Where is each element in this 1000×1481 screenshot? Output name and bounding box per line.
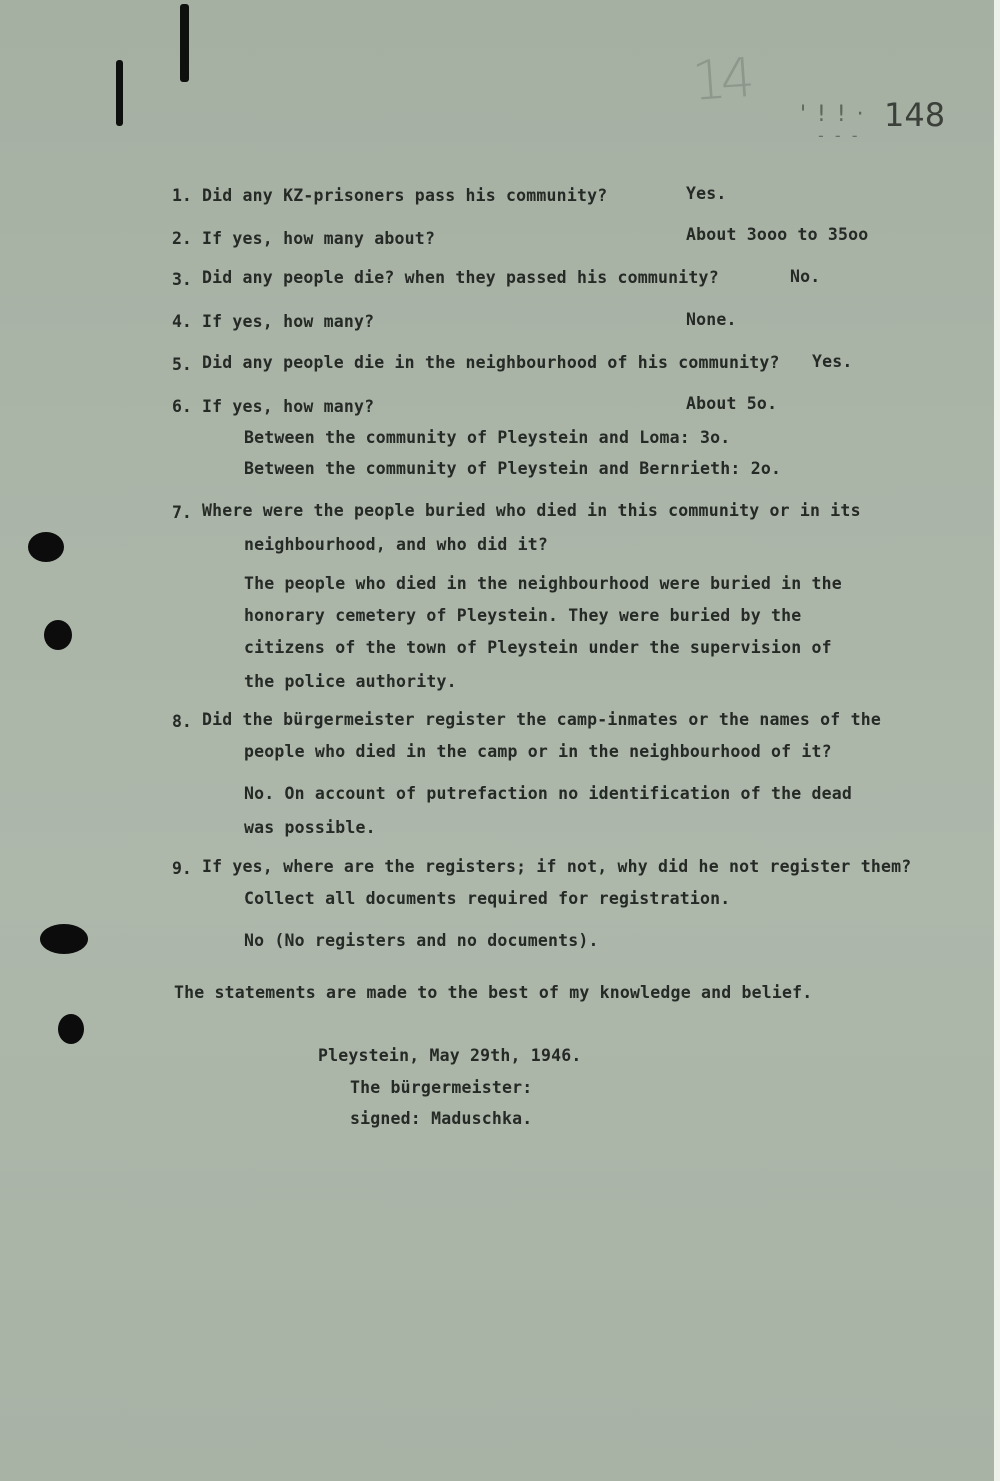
binding-mark (116, 60, 123, 126)
question-text: people who died in the camp or in the neighbourhood of it? (244, 742, 832, 761)
page-edge (994, 0, 1000, 1481)
question-number: 9. (172, 859, 192, 878)
question-text: neighbourhood, and who did it? (244, 535, 549, 554)
answer-text: honorary cemetery of Pleystein. They were buried by the (244, 606, 802, 625)
question-number: 7. (172, 503, 192, 522)
answer-text: No. On account of putrefaction no identification of the dead (244, 784, 853, 803)
answer-detail: Between the community of Pleystein and Loma: 3o. (244, 428, 731, 447)
page-number: 148 (884, 96, 946, 134)
answer-detail: Between the community of Pleystein and Bernrieth: 2o. (244, 459, 782, 478)
answer-text: None. (686, 310, 737, 329)
question-text: Did any people die? when they passed his community? (202, 268, 719, 287)
stamp-dashes: - - - (818, 126, 861, 145)
question-text: Did any people die in the neighbourhood of his community? (202, 353, 780, 372)
signature-title: The bürgermeister: (350, 1078, 533, 1097)
handwritten-number: 14 (689, 46, 751, 113)
question-number: 8. (172, 712, 192, 731)
answer-text: About 3ooo to 35oo (686, 225, 869, 244)
stamp-marks: ' ! ! · (800, 102, 866, 127)
question-number: 1. (172, 186, 192, 205)
answer-text: No. (790, 267, 821, 286)
question-text: Did any KZ-prisoners pass his community? (202, 186, 608, 205)
question-number: 5. (172, 355, 192, 374)
answer-text: No (No registers and no documents). (244, 931, 599, 950)
question-text: Collect all documents required for registration. (244, 889, 731, 908)
question-text: Where were the people buried who died in this community or in its (202, 501, 861, 520)
question-number: 4. (172, 312, 192, 331)
answer-text: Yes. (812, 352, 853, 371)
answer-text: About 5o. (686, 394, 778, 413)
closing-statement: The statements are made to the best of my knowledge and belief. (174, 983, 813, 1002)
answer-text: The people who died in the neighbourhood were buried in the (244, 574, 842, 593)
answer-text: was possible. (244, 818, 376, 837)
binding-mark (180, 4, 189, 82)
punch-hole (44, 620, 72, 650)
question-text: If yes, where are the registers; if not, why did he not register them? (202, 857, 912, 876)
question-text: Did the bürgermeister register the camp-inmates or the names of the (202, 710, 881, 729)
answer-text: Yes. (686, 184, 727, 203)
question-number: 3. (172, 270, 192, 289)
punch-hole (58, 1014, 84, 1044)
question-text: If yes, how many about? (202, 229, 436, 248)
question-number: 2. (172, 229, 192, 248)
punch-hole (28, 532, 64, 562)
signature-signed: signed: Maduschka. (350, 1109, 533, 1128)
answer-text: the police authority. (244, 672, 457, 691)
punch-hole (40, 924, 88, 954)
answer-text: citizens of the town of Pleystein under the supervision of (244, 638, 832, 657)
question-text: If yes, how many? (202, 312, 375, 331)
signature-place-date: Pleystein, May 29th, 1946. (318, 1046, 582, 1065)
question-text: If yes, how many? (202, 397, 375, 416)
question-number: 6. (172, 397, 192, 416)
